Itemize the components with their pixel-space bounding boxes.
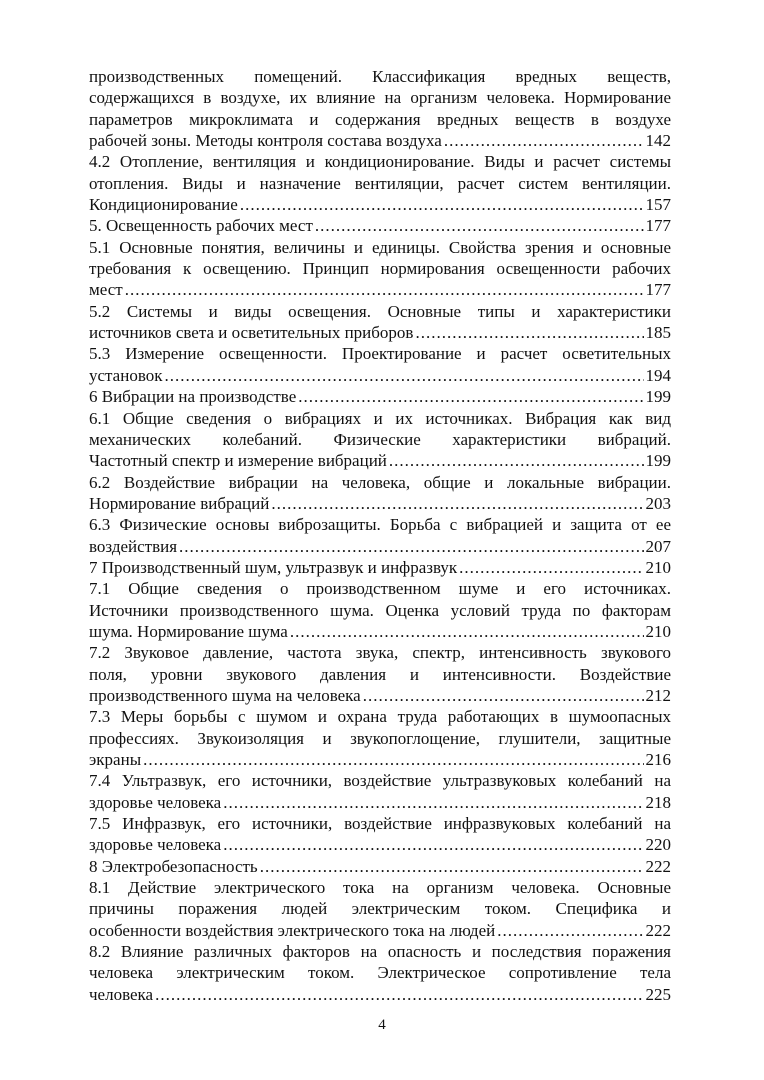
toc-page-number: 177 [645, 216, 671, 236]
toc-text-line: Источники производственного шума. Оценка условий труда по факторам [89, 600, 671, 620]
toc-page-number: 207 [645, 536, 671, 556]
dot-leader [415, 322, 643, 343]
dot-leader [179, 536, 643, 557]
toc-entry-title: 7 Производственный шум, ультразвук и инфразвук [89, 557, 458, 577]
toc-text-line: требования к освещению. Принцип нормирования освещенности рабочих [89, 259, 671, 279]
dot-leader [444, 130, 644, 151]
toc-entry-title: Частотный спектр и измерение вибраций [89, 451, 387, 471]
table-of-contents [89, 66, 671, 1005]
dot-leader [165, 365, 644, 386]
dot-leader [240, 194, 644, 215]
toc-text-line: 7.5 Инфразвук, его источники, воздействие инфразвуковых колебаний на [89, 814, 671, 834]
toc-page-number: 222 [645, 920, 671, 940]
toc-page-number: 157 [645, 195, 671, 215]
toc-text-line: 6.1 Общие сведения о вибрациях и их источниках. Вибрация как вид [89, 408, 671, 428]
toc-entry-line [89, 856, 671, 877]
toc-text-line: 5.3 Измерение освещенности. Проектирование и расчет осветительных [89, 344, 671, 364]
toc-text-line: 6.2 Воздействие вибрации на человека, общие и локальные вибрации. [89, 472, 671, 492]
dot-leader [143, 749, 643, 770]
toc-entry-title: здоровье человека [89, 792, 222, 812]
toc-entry-line [89, 536, 671, 557]
dot-leader [260, 856, 644, 877]
toc-entry-line [89, 130, 671, 151]
toc-page-number: 210 [645, 621, 671, 641]
toc-entry-line [89, 834, 671, 855]
toc-text-line: параметров микроклимата и содержания вредных веществ в воздухе [89, 109, 671, 129]
dot-leader [271, 493, 643, 514]
toc-page-number: 185 [645, 323, 671, 343]
dot-leader [459, 557, 643, 578]
toc-entry-title: производственного шума на человека [89, 685, 361, 705]
toc-entry-line [89, 685, 671, 706]
toc-entry-title: шума. Нормирование шума [89, 621, 288, 641]
dot-leader [315, 215, 644, 236]
toc-entry-line [89, 365, 671, 386]
toc-text-line: профессиях. Звукоизоляция и звукопоглощение, глушители, защитные [89, 728, 671, 748]
toc-entry-line [89, 621, 671, 642]
toc-page-number: 222 [645, 856, 671, 876]
dot-leader [298, 386, 643, 407]
dot-leader [497, 920, 643, 941]
toc-text-line: 7.4 Ультразвук, его источники, воздействие ультразвуковых колебаний на [89, 771, 671, 791]
toc-text-line: 4.2 Отопление, вентиляция и кондиционирование. Виды и расчет системы [89, 152, 671, 172]
toc-entry-line [89, 450, 671, 471]
toc-entry-line [89, 493, 671, 514]
dot-leader [223, 834, 643, 855]
dot-leader [363, 685, 644, 706]
toc-page-number: 225 [645, 984, 671, 1004]
toc-text-line: человека электрическим током. Электрическое сопротивление тела [89, 963, 671, 983]
toc-text-line: механических колебаний. Физические характеристики вибраций. [89, 429, 671, 449]
toc-page-number: 218 [645, 792, 671, 812]
toc-page-number: 177 [645, 280, 671, 300]
toc-entry-title: экраны [89, 750, 142, 769]
page-number: 4 [378, 1017, 386, 1033]
toc-page-number: 199 [645, 451, 671, 471]
toc-entry-line [89, 279, 671, 300]
toc-page-number: 220 [645, 835, 671, 855]
toc-entry-title: Кондиционирование [89, 195, 238, 215]
toc-entry-line [89, 920, 671, 941]
toc-entry-line [89, 322, 671, 343]
dot-leader [155, 984, 643, 1005]
toc-entry-title: особенности воздействия электрического тока на людей [89, 920, 496, 940]
toc-entry-title: источников света и осветительных приборов [89, 323, 414, 343]
toc-entry-line [89, 386, 671, 407]
toc-entry-title: мест [89, 280, 123, 300]
toc-entry-title: 6 Вибрации на производстве [89, 387, 297, 407]
toc-entry-title: рабочей зоны. Методы контроля состава воздуха [89, 131, 442, 151]
toc-text-line: 8.2 Влияние различных факторов на опасность и последствия поражения [89, 942, 671, 962]
toc-entry-title: Нормирование вибраций [89, 493, 270, 513]
toc-page-number: 216 [645, 750, 671, 769]
toc-entry-title: установок [89, 365, 163, 385]
toc-page-number: 199 [645, 387, 671, 407]
toc-entry-title: 8 Электробезопасность [89, 856, 258, 876]
toc-text-line: 7.2 Звуковое давление, частота звука, спектр, интенсивность звукового [89, 643, 671, 663]
toc-text-line: производственных помещений. Классификация вредных веществ, [89, 67, 671, 86]
toc-page-number: 194 [645, 365, 671, 385]
toc-page-number: 142 [645, 131, 671, 151]
toc-text-line: 7.1 Общие сведения о производственном шуме и его источниках. [89, 579, 671, 599]
toc-page-number: 210 [645, 557, 671, 577]
toc-text-line: 6.3 Физические основы виброзащиты. Борьба с вибрацией и защита от ее [89, 515, 671, 535]
dot-leader [223, 792, 643, 813]
toc-text-line: 5.2 Системы и виды освещения. Основные типы и характеристики [89, 301, 671, 321]
dot-leader [125, 279, 644, 300]
toc-page-number: 203 [645, 493, 671, 513]
toc-entry-title: воздействия [89, 536, 178, 556]
toc-entry-title: здоровье человека [89, 835, 222, 855]
toc-text-line: 7.3 Меры борьбы с шумом и охрана труда работающих в шумоопасных [89, 707, 671, 727]
dot-leader [290, 621, 644, 642]
toc-text-line: отопления. Виды и назначение вентиляции, расчет систем вентиляции. [89, 173, 671, 193]
toc-text-line: причины поражения людей электрическим током. Специфика и [89, 899, 671, 919]
toc-entry-line [89, 557, 671, 578]
toc-entry-line [89, 749, 671, 770]
toc-entry-line [89, 215, 671, 236]
toc-text-line: поля, уровни звукового давления и интенсивности. Воздействие [89, 664, 671, 684]
toc-entry-line [89, 984, 671, 1005]
dot-leader [389, 450, 644, 471]
toc-entry-line [89, 792, 671, 813]
toc-page-number: 212 [645, 685, 671, 705]
toc-entry-title: 5. Освещенность рабочих мест [89, 216, 313, 236]
toc-text-line: 8.1 Действие электрического тока на организм человека. Основные [89, 878, 671, 898]
toc-entry-title: человека [89, 984, 154, 1004]
toc-text-line: содержащихся в воздухе, их влияние на организм человека. Нормирование [89, 88, 671, 108]
toc-text-line: 5.1 Основные понятия, величины и единицы. Свойства зрения и основные [89, 237, 671, 257]
toc-entry-line [89, 194, 671, 215]
